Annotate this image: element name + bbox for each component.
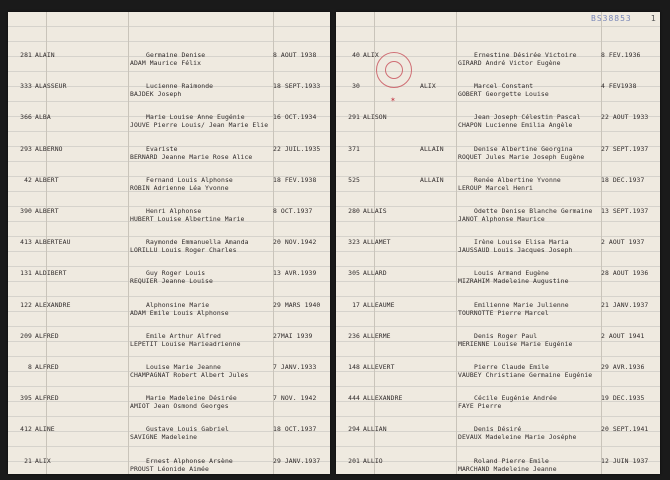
surname: ALFRED	[35, 394, 59, 403]
entry-number: 131	[20, 269, 32, 278]
register-entry	[336, 105, 660, 135]
entry-number: 291	[348, 113, 360, 122]
parents-names: ROBIN Adrienne Léa Yvonne	[130, 183, 229, 192]
register-entry	[336, 199, 660, 229]
reference-number: BS38853	[591, 14, 632, 23]
given-names: Louis Armand Eugène	[474, 269, 550, 278]
stamp-star-mark: ✶	[390, 96, 396, 104]
register-entry	[8, 324, 330, 354]
right-register-page	[336, 12, 660, 474]
surname: ALISON	[363, 113, 387, 122]
birth-date: 20 SEPT.1941	[601, 425, 649, 434]
entry-number: 444	[348, 394, 360, 403]
entry-number: 122	[20, 300, 32, 309]
given-names: Emile Arthur Alfred	[146, 331, 222, 340]
entry-number: 21	[24, 456, 32, 465]
birth-date: 29 AVR.1936	[601, 363, 645, 371]
entry-number: 323	[348, 238, 360, 247]
given-names: Raymonde Emmanuella Amanda	[146, 238, 249, 247]
entry-number: 236	[348, 331, 360, 340]
register-entry	[336, 168, 660, 198]
entry-number: 390	[20, 207, 32, 215]
register-entry	[336, 449, 660, 474]
given-names: Cécile Eugénie Andrée	[474, 394, 557, 403]
birth-date: 2 AOUT 1941	[601, 331, 645, 340]
birth-date: 22 AOUT 1933	[601, 113, 649, 122]
birth-date: 28 AOUT 1936	[601, 269, 649, 278]
entry-number: 30	[352, 82, 360, 91]
parents-names: BERNARD Jeanne Marie Rose Alice	[130, 152, 253, 161]
birth-date: 7 JANV.1933	[273, 363, 317, 371]
entry-number: 412	[20, 425, 32, 434]
register-entry	[8, 261, 330, 291]
birth-date: 2 AOUT 1937	[601, 238, 645, 247]
register-entry	[336, 74, 660, 104]
birth-date: 29 JANV.1937	[273, 456, 321, 465]
entry-number: 366	[20, 113, 32, 122]
entry-number: 148	[348, 363, 360, 371]
register-entry	[8, 199, 330, 229]
register-entry	[336, 137, 660, 167]
register-entry	[8, 417, 330, 447]
page-number: 1	[650, 14, 656, 23]
given-names: Ernest Alphonse Arsène	[146, 456, 233, 465]
register-entry	[8, 355, 330, 385]
parents-names: DEVAUX Madeleine Marie Joséphe	[458, 433, 577, 442]
given-names: Emilienne Marie Julienne	[474, 300, 569, 309]
birth-date: 19 DEC.1935	[601, 394, 645, 403]
given-names: Gustave Louis Gabriel	[146, 425, 229, 434]
register-entry	[8, 168, 330, 198]
surname: ALBERT	[35, 207, 59, 215]
surname: ALLIO	[363, 456, 383, 465]
register-entry	[8, 386, 330, 416]
parents-names: LEPETIT Louise Marieadrienne	[130, 339, 241, 348]
given-names: Irène Louise Elisa Maria	[474, 238, 569, 247]
birth-date: 8 OCT.1937	[273, 207, 313, 215]
entry-number: 293	[20, 144, 32, 153]
birth-date: 4 FEV1938	[601, 82, 637, 91]
birth-date: 18 DEC.1937	[601, 175, 645, 184]
entry-number: 371	[348, 144, 360, 153]
parents-names: ROQUET Jules Marie Joseph Eugène	[458, 152, 585, 161]
parents-names: MIZRAHIM Madeleine Augustine	[458, 277, 569, 286]
entry-number: 333	[20, 82, 32, 91]
given-names: Roland Pierre Emile	[474, 456, 550, 465]
register-entry	[336, 43, 660, 73]
entry-number: 17	[352, 300, 360, 309]
surname: ALLIAN	[363, 425, 387, 434]
given-names: Marie Louise Anne Eugénie	[146, 113, 245, 122]
birth-date: 8 AOUT 1938	[273, 51, 317, 59]
register-entry	[336, 355, 660, 385]
surname: ALFRED	[35, 331, 59, 340]
surname-alt: ALLAIN	[420, 175, 444, 184]
birth-date: 8 FEV.1936	[601, 51, 641, 59]
birth-date: 21 JANV.1937	[601, 300, 649, 309]
parents-names: SAVIGNE Madeleine	[130, 433, 198, 442]
given-names: Marcel Constant	[474, 82, 534, 91]
given-names: Odette Denise Blanche Germaine	[474, 207, 593, 215]
surname: ALDIBERT	[35, 269, 67, 278]
surname: ALEXANDRE	[35, 300, 71, 309]
register-entry	[8, 43, 330, 73]
surname: ALBERNO	[35, 144, 63, 153]
parents-names: ADAM Emile Louis Alphonse	[130, 308, 229, 317]
surname: ALBERTEAU	[35, 238, 71, 247]
parents-names: MARCHAND Madeleine Jeanne	[458, 464, 557, 473]
birth-date: 22 JUIL.1935	[273, 144, 321, 153]
register-entry	[336, 324, 660, 354]
parents-names: TOURNOTTE Pierre Marcel	[458, 308, 549, 317]
parents-names: ADAM Maurice Félix	[130, 59, 202, 67]
given-names: Fernand Louis Alphonse	[146, 175, 233, 184]
given-names: Jean Joseph Célestin Pascal	[474, 113, 581, 122]
surname: ALFRED	[35, 363, 59, 371]
parents-names: CHAPON Lucienne Emilia Angèle	[458, 121, 573, 130]
register-entry	[336, 386, 660, 416]
parents-names: REQUIER Jeanne Louise	[130, 277, 213, 286]
surname: ALBERT	[35, 175, 59, 184]
parents-names: JANOT Alphonse Maurice	[458, 215, 545, 223]
birth-date: 18 SEPT.1933	[273, 82, 321, 91]
register-entry	[8, 105, 330, 135]
register-entry	[8, 74, 330, 104]
entry-number: 201	[348, 456, 360, 465]
parents-names: GIRARD André Victor Eugène	[458, 59, 561, 67]
birth-date: 7 NOV. 1942	[273, 394, 317, 403]
parents-names: GOBERT Georgette Louise	[458, 90, 549, 99]
given-names: Renée Albertine Yvonne	[474, 175, 561, 184]
register-entry	[336, 293, 660, 323]
parents-names: HUBERT Louise Albertine Marie	[130, 215, 245, 223]
register-entry	[336, 261, 660, 291]
entry-number: 413	[20, 238, 32, 247]
parents-names: VAUBEY Christiane Germaine Eugénie	[458, 371, 593, 379]
parents-names: LEROUP Marcel Henri	[458, 183, 534, 192]
entry-number: 209	[20, 331, 32, 340]
entry-number: 42	[24, 175, 32, 184]
parents-names: FAYE Pierre	[458, 402, 502, 411]
given-names: Lucienne Raimonde	[146, 82, 214, 91]
register-entry	[8, 449, 330, 474]
register-entry	[8, 137, 330, 167]
given-names: Evariste	[146, 144, 178, 153]
birth-date: 13 AVR.1939	[273, 269, 317, 278]
parents-names: PROUST Léonide Aimée	[130, 464, 209, 473]
surname: ALLEAUME	[363, 300, 395, 309]
entry-number: 525	[348, 175, 360, 184]
given-names: Pierre Claude Emile	[474, 363, 550, 371]
surname: ALLARD	[363, 269, 387, 278]
surname: ALLAIS	[363, 207, 387, 215]
parents-names: JOUVE Pierre Louis/ Jean Marie Elie	[130, 121, 269, 130]
surname: ALLEVERT	[363, 363, 395, 371]
parents-names: LORILLU Louis Roger Charles	[130, 246, 237, 255]
surname-alt: ALLAIN	[420, 144, 444, 153]
birth-date: 27 SEPT.1937	[601, 144, 649, 153]
surname: ALINE	[35, 425, 55, 434]
given-names: Alphonsine Marie	[146, 300, 210, 309]
given-names: Louise Marie Jeanne	[146, 363, 222, 371]
parents-names: BAJDEK Joseph	[130, 90, 182, 99]
given-names: Guy Roger Louis	[146, 269, 206, 278]
register-entry	[336, 417, 660, 447]
surname: ALIX	[363, 51, 379, 59]
parents-names: AMIOT Jean Osmond Georges	[130, 402, 229, 411]
surname: ALBA	[35, 113, 51, 122]
birth-date: 16 OCT.1934	[273, 113, 317, 122]
entry-number: 395	[20, 394, 32, 403]
given-names: Denise Albertine Georgina	[474, 144, 573, 153]
surname: ALLEXANDRE	[363, 394, 403, 403]
register-entry	[8, 293, 330, 323]
birth-date: 29 MARS 1940	[273, 300, 321, 309]
birth-date: 20 NOV.1942	[273, 238, 317, 247]
parents-names: CHAMPAGNAT Robert Albert Jules	[130, 371, 249, 379]
birth-date: 27MAI 1939	[273, 331, 313, 340]
given-names: Marie Madeleine Désirée	[146, 394, 237, 403]
surname: ALLERME	[363, 331, 391, 340]
given-names: Henri Alphonse	[146, 207, 202, 215]
given-names: Ernestine Désirée Victoire	[474, 51, 577, 59]
left-register-page	[8, 12, 330, 474]
birth-date: 18 OCT.1937	[273, 425, 317, 434]
parents-names: MERIENNE Louise Marie Eugénie	[458, 339, 573, 348]
entry-number: 40	[352, 51, 360, 59]
parents-names: JAUSSAUD Louis Jacques Joseph	[458, 246, 573, 255]
entry-number: 294	[348, 425, 360, 434]
birth-date: 12 JUIN 1937	[601, 456, 649, 465]
surname: ALLAMET	[363, 238, 391, 247]
given-names: Denis Désiré	[474, 425, 522, 434]
given-names: Denis Roger Paul	[474, 331, 538, 340]
register-entry	[8, 230, 330, 260]
surname: ALAIN	[35, 51, 55, 59]
entry-number: 8	[28, 363, 32, 371]
surname-alt: ALIX	[420, 82, 436, 91]
register-entry	[336, 230, 660, 260]
entry-number: 281	[20, 51, 32, 59]
birth-date: 18 FEV.1938	[273, 175, 317, 184]
surname: ALASSEUR	[35, 82, 67, 91]
birth-date: 13 SEPT.1937	[601, 207, 649, 215]
surname: ALIX	[35, 456, 51, 465]
entry-number: 305	[348, 269, 360, 278]
given-names: Germaine Denise	[146, 51, 206, 59]
entry-number: 280	[348, 207, 360, 215]
